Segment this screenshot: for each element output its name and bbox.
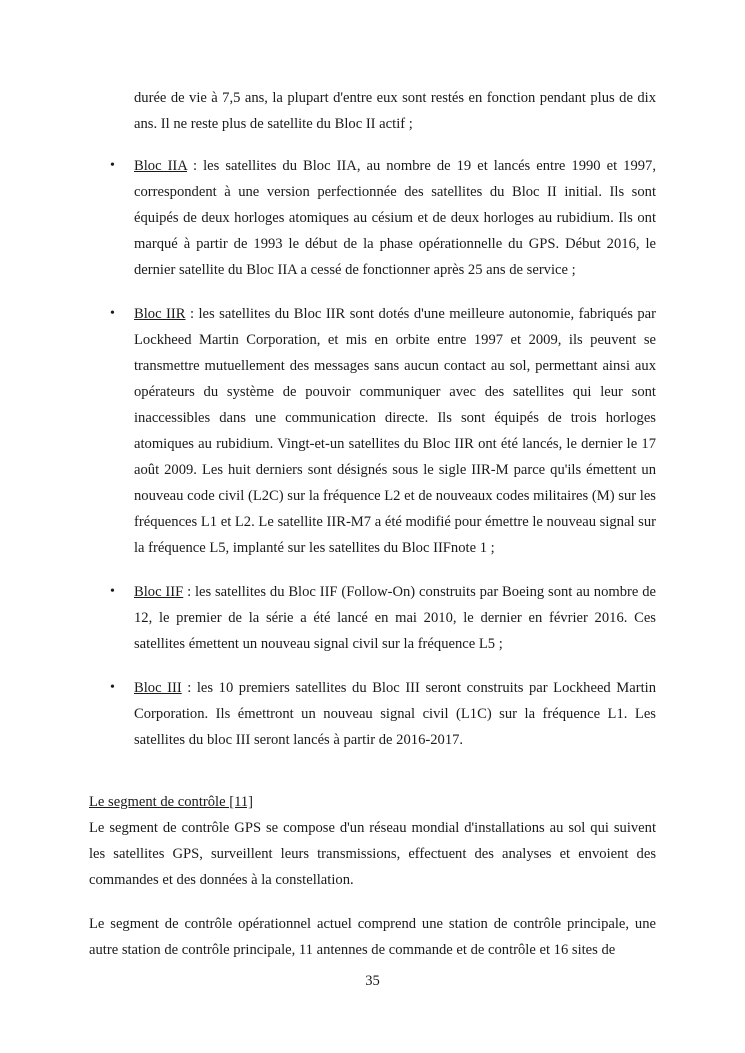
bullet-icon: • — [110, 584, 115, 599]
list-item-term: Bloc III — [134, 680, 182, 696]
list-item-bloc-iif — [110, 579, 656, 657]
bullet-icon: • — [110, 306, 115, 321]
list-item-bloc-iir — [110, 301, 656, 561]
body-paragraph: Le segment de contrôle opérationnel actuel comprend une station de contrôle principale, une autre station de contrôle principale, 11 antennes de commande et de contrôle et 16 sites de — [89, 916, 656, 958]
body-paragraph: Le segment de contrôle GPS se compose d'un réseau mondial d'installations au sol qui suivent les satellites GPS, surveillent leurs transmissions, effectuent des analyses et envoient des commandes et des données à la constellation. — [89, 820, 656, 888]
list-item-term: Bloc IIR — [134, 306, 186, 322]
list-item-bloc-iii — [110, 675, 656, 753]
bullet-icon: • — [110, 680, 115, 695]
page-number: 35 — [365, 973, 380, 989]
section-heading: Le segment de contrôle [11] — [89, 794, 253, 810]
list-item-text: : les satellites du Bloc IIR sont dotés d'une meilleure autonomie, fabriqués par Lockheed Martin Corporation, et mis en orbite entre 1997 et 2009, ils peuvent se transmettre mutuellement des messages sans aucun contact au sol, permettant ainsi aux opérateurs du système de pouvoir communiquer avec des satellites qui leur sont inaccessibles dans une communication directe. Ils sont équipés de trois horloges atomiques au rubidium. Vingt-et-un satellites du Bloc IIR ont été lancés, le dernier le 17 août 2009. Les huit derniers sont désignés sous le sigle IIR-M parce qu'ils émettent un nouveau code civil (L2C) sur la fréquence L2 et de nouveaux codes militaires (M) sur les fréquences L1 et L2. Le satellite IIR-M7 a été modifié pour émettre le nouveau signal sur la fréquence L5, implanté sur les satellites du Bloc IIFnote 1 ; — [134, 306, 656, 556]
list-item-text: : les satellites du Bloc IIF (Follow-On) construits par Boeing sont au nombre de 12, le premier de la série a été lancé en mai 2010, le dernier en février 2016. Ces satellites émettent un nouveau signal civil sur la fréquence L5 ; — [134, 584, 656, 652]
list-item-term: Bloc IIA — [134, 158, 188, 174]
list-item-text: : les satellites du Bloc IIA, au nombre de 19 et lancés entre 1990 et 1997, correspondent à une version perfectionnée des satellites du Bloc II initial. Ils sont équipés de deux horloges atomiques au césium et de deux horloges au rubidium. Ils ont marqué à partir de 1993 le début de la phase opérationnelle du GPS. Début 2016, le dernier satellite du Bloc IIA a cessé de fonctionner après 25 ans de service ; — [134, 158, 656, 278]
bullet-icon: • — [110, 158, 115, 173]
list-item-term: Bloc IIF — [134, 584, 184, 600]
list-item-bloc-iia — [110, 153, 656, 283]
list-item-text: : les 10 premiers satellites du Bloc III seront construits par Lockheed Martin Corporation. Ils émettront un nouveau signal civil (L1C) sur la fréquence L1. Les satellites du bloc III seront lancés à partir de 2016-2017. — [134, 680, 656, 748]
continuation-paragraph: durée de vie à 7,5 ans, la plupart d'entre eux sont restés en fonction pendant plus de dix ans. Il ne reste plus de satellite du Bloc II actif ; — [134, 90, 656, 132]
